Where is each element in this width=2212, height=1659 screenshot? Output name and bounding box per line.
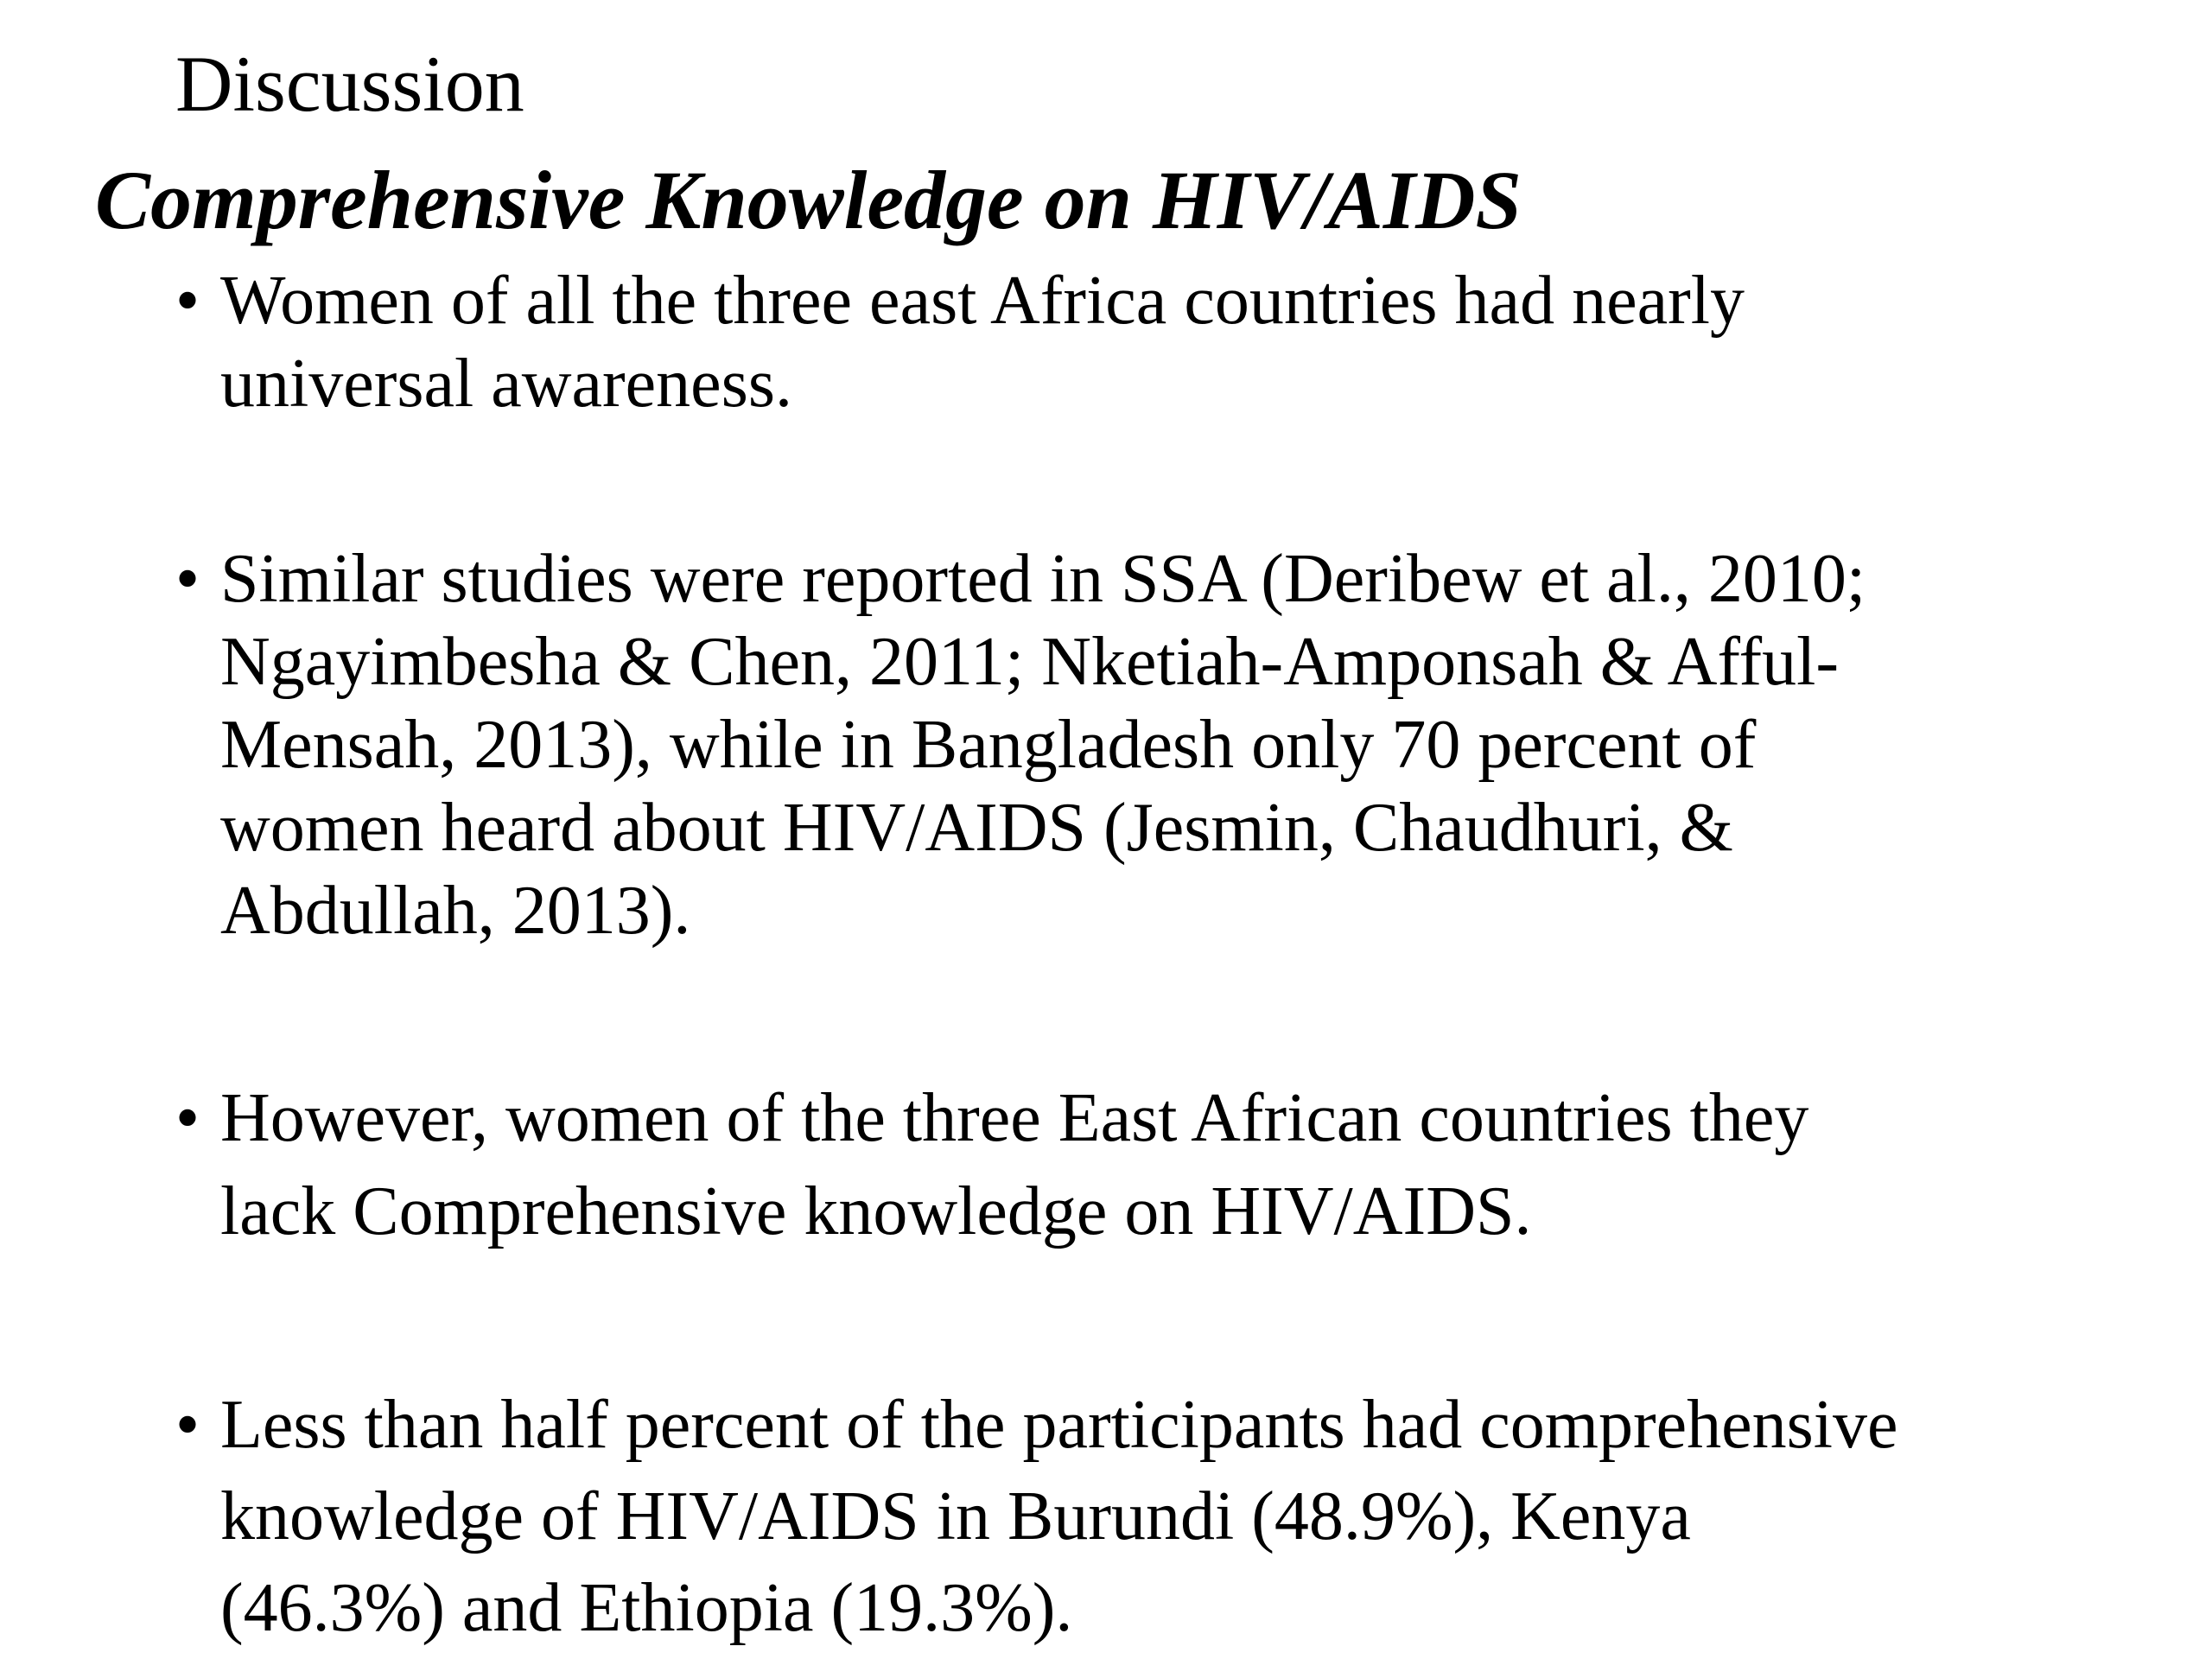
bullet-text: However, women of the three East African countries they lack Comprehensive knowledge on HIV/AIDS. (220, 1080, 1809, 1249)
bullet-marker: • (175, 1080, 200, 1156)
bullet-marker: • (175, 1387, 200, 1463)
bullet-item (175, 1379, 2163, 1654)
bullet-marker: • (175, 263, 200, 339)
bullet-text: Women of all the three east Africa countries had nearly universal awareness. (220, 263, 1745, 422)
bullet-text: Less than half percent of the participants had comprehensive knowledge of HIV/AIDS in Burundi (48.9%), Kenya (46.3%) and Ethiopia (19.3%). (220, 1387, 1898, 1646)
section-subtitle: Comprehensive Knowledge on HIV/AIDS (95, 154, 1522, 246)
bullet-item (175, 537, 2163, 952)
bullet-item (175, 259, 2163, 425)
bullet-text: Similar studies were reported in SSA (Deribew et al., 2010; Ngayimbesha & Chen, 2011; Nketiah-Amponsah & Afful- Mensah, 2013), while in Bangladesh only 70 percent of women heard about HIV/AIDS (Jesmin, Chaudhuri, & Abdullah, 2013). (220, 541, 1866, 949)
bullet-marker: • (175, 541, 200, 617)
bullet-item (175, 1071, 2163, 1258)
slide-title: Discussion (175, 40, 524, 128)
